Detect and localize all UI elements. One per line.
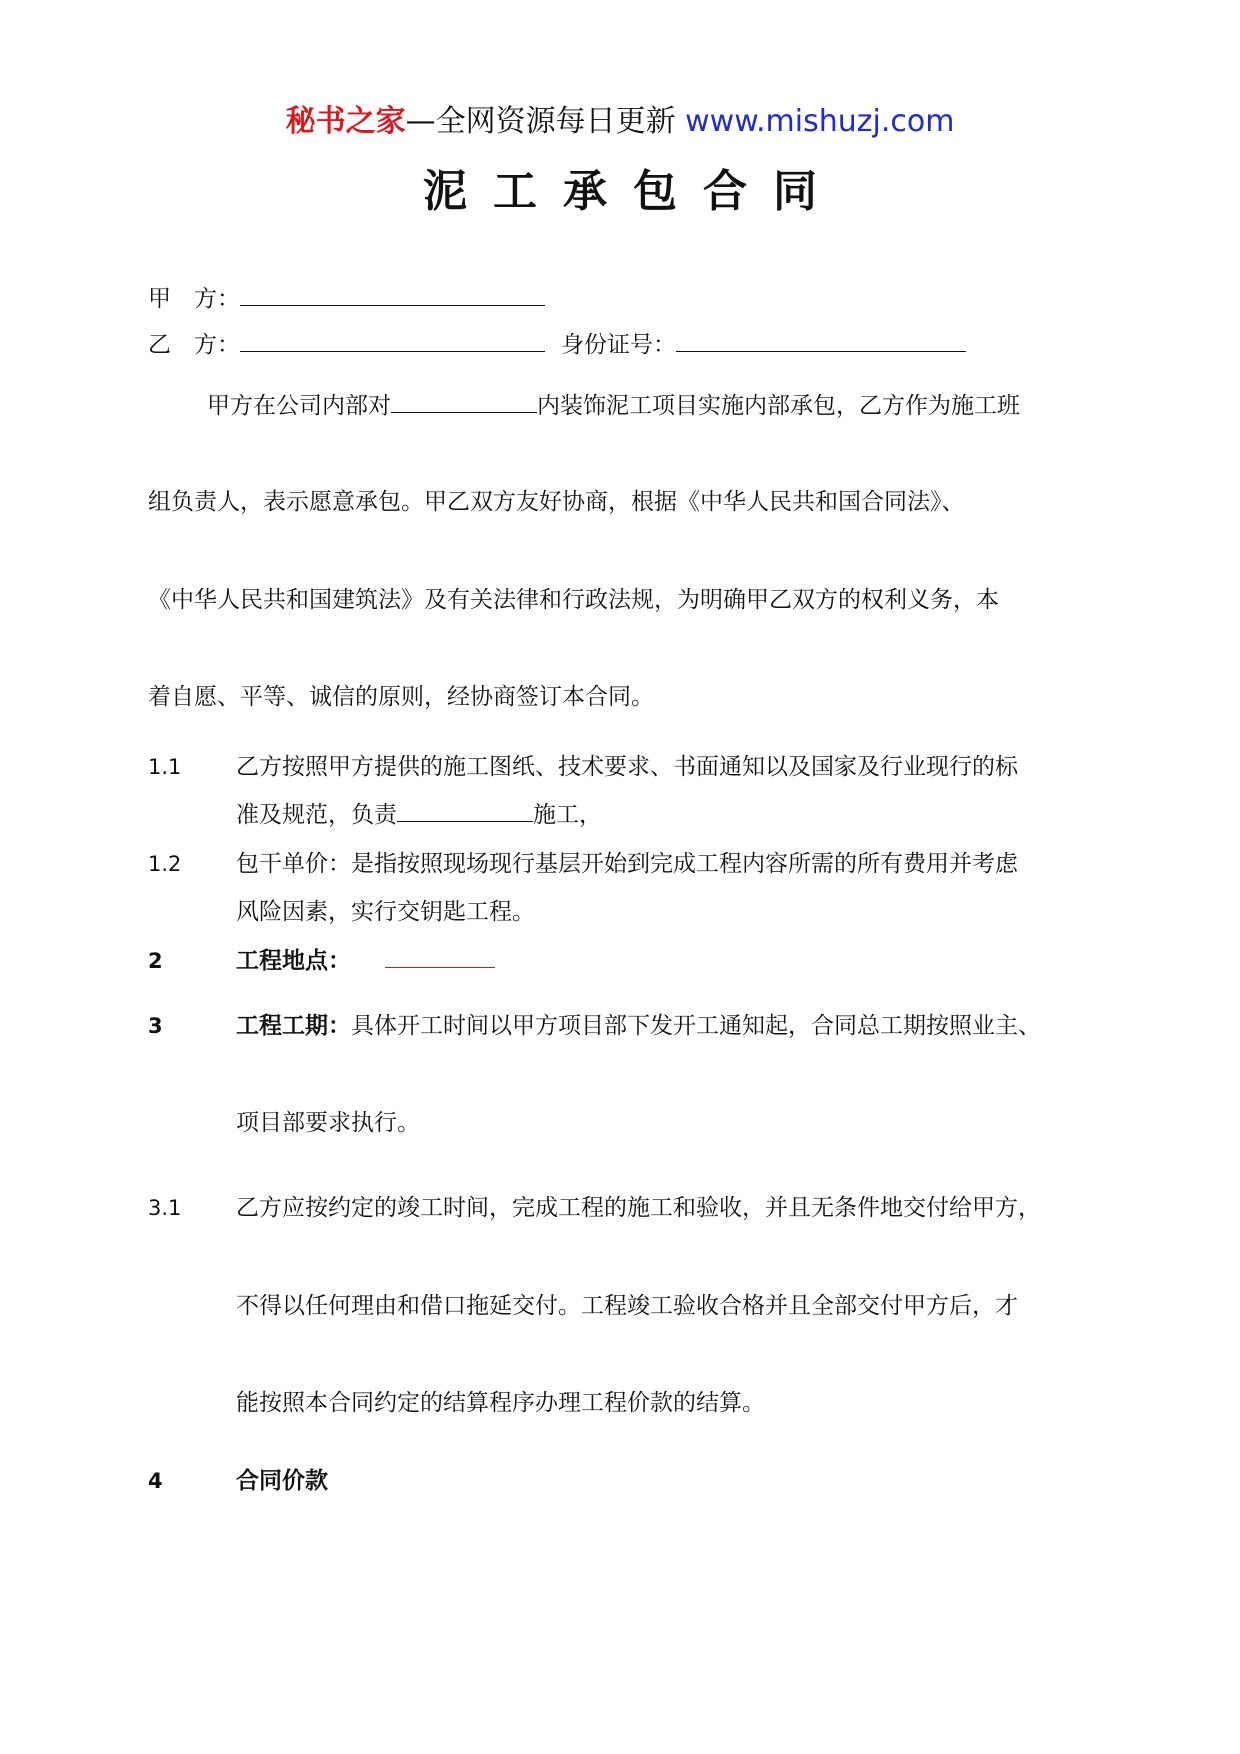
clause-1-1-number: 1.1 [148, 755, 182, 779]
intro-line-1-post: 内装饰泥工项目实施内部承包，乙方作为施工班 [537, 393, 1020, 419]
clause-3-line-1 [236, 1010, 1041, 1042]
party-a-row [148, 283, 545, 315]
clause-1-1-line-1: 乙方按照甲方提供的施工图纸、技术要求、书面通知以及国家及行业现行的标 [236, 754, 1018, 780]
clause-4-number: 4 [148, 1469, 163, 1493]
clause-3-number: 3 [148, 1014, 163, 1038]
intro-line-4: 着自愿、平等、诚信的原则，经协商签订本合同。 [148, 684, 654, 710]
clause-1-2-line-1: 包干单价：是指按照现场现行基层开始到完成工程内容所需的所有费用并考虑 [236, 851, 1018, 877]
intro-line-1-pre: 甲方在公司内部对 [207, 393, 391, 419]
intro-line-3: 《中华人民共和国建筑法》及有关法律和行政法规，为明确甲乙双方的权利义务，本 [148, 587, 999, 613]
party-b-row [148, 329, 966, 361]
banner-tagline: —全网资源每日更新 [405, 104, 686, 139]
clause-2-row [236, 945, 495, 977]
clause-2-label: 工程地点： [236, 948, 351, 974]
clause-1-2-line-2: 风险因素，实行交钥匙工程。 [236, 899, 535, 925]
document-title: 泥工承包合同 [423, 166, 843, 217]
clause-1-1-line-2-post: 施工， [533, 802, 602, 828]
party-b-label: 乙 方： [148, 332, 240, 358]
clause-3-1-line-1: 乙方应按约定的竣工时间，完成工程的施工和验收，并且无条件地交付给甲方， [236, 1195, 1041, 1221]
site-banner [0, 100, 1240, 144]
clause-3-1-number: 3.1 [148, 1196, 182, 1220]
clause-4-label: 合同价款 [236, 1468, 328, 1494]
banner-brand: 秘书之家 [285, 104, 406, 139]
clause-3-label: 工程工期： [236, 1013, 351, 1039]
banner-url-link[interactable]: www.mishuzj.com [685, 104, 955, 139]
clause-3-line-1-text: 具体开工时间以甲方项目部下发开工通知起，合同总工期按照业主、 [351, 1013, 1041, 1039]
clause-1-1-line-2 [236, 799, 602, 831]
party-a-label: 甲 方： [148, 286, 240, 312]
intro-line-1 [207, 390, 1020, 422]
id-number-label: 身份证号： [561, 332, 676, 358]
location-blank [385, 967, 495, 968]
clause-2-number: 2 [148, 949, 163, 973]
scope-blank [397, 821, 533, 822]
clause-1-1-line-2-pre: 准及规范，负责 [236, 802, 397, 828]
clause-1-2-number: 1.2 [148, 852, 182, 876]
intro-line-2: 组负责人，表示愿意承包。甲乙双方友好协商，根据《中华人民共和国合同法》、 [148, 489, 965, 515]
project-blank [391, 412, 537, 413]
party-a-blank [240, 305, 545, 306]
id-number-blank [676, 351, 966, 352]
clause-3-line-2: 项目部要求执行。 [236, 1110, 420, 1136]
clause-3-1-line-3: 能按照本合同约定的结算程序办理工程价款的结算。 [236, 1390, 765, 1416]
party-b-blank [240, 351, 545, 352]
clause-3-1-line-2: 不得以任何理由和借口拖延交付。工程竣工验收合格并且全部交付甲方后，才 [236, 1293, 1018, 1319]
clause-4-row [236, 1465, 328, 1497]
